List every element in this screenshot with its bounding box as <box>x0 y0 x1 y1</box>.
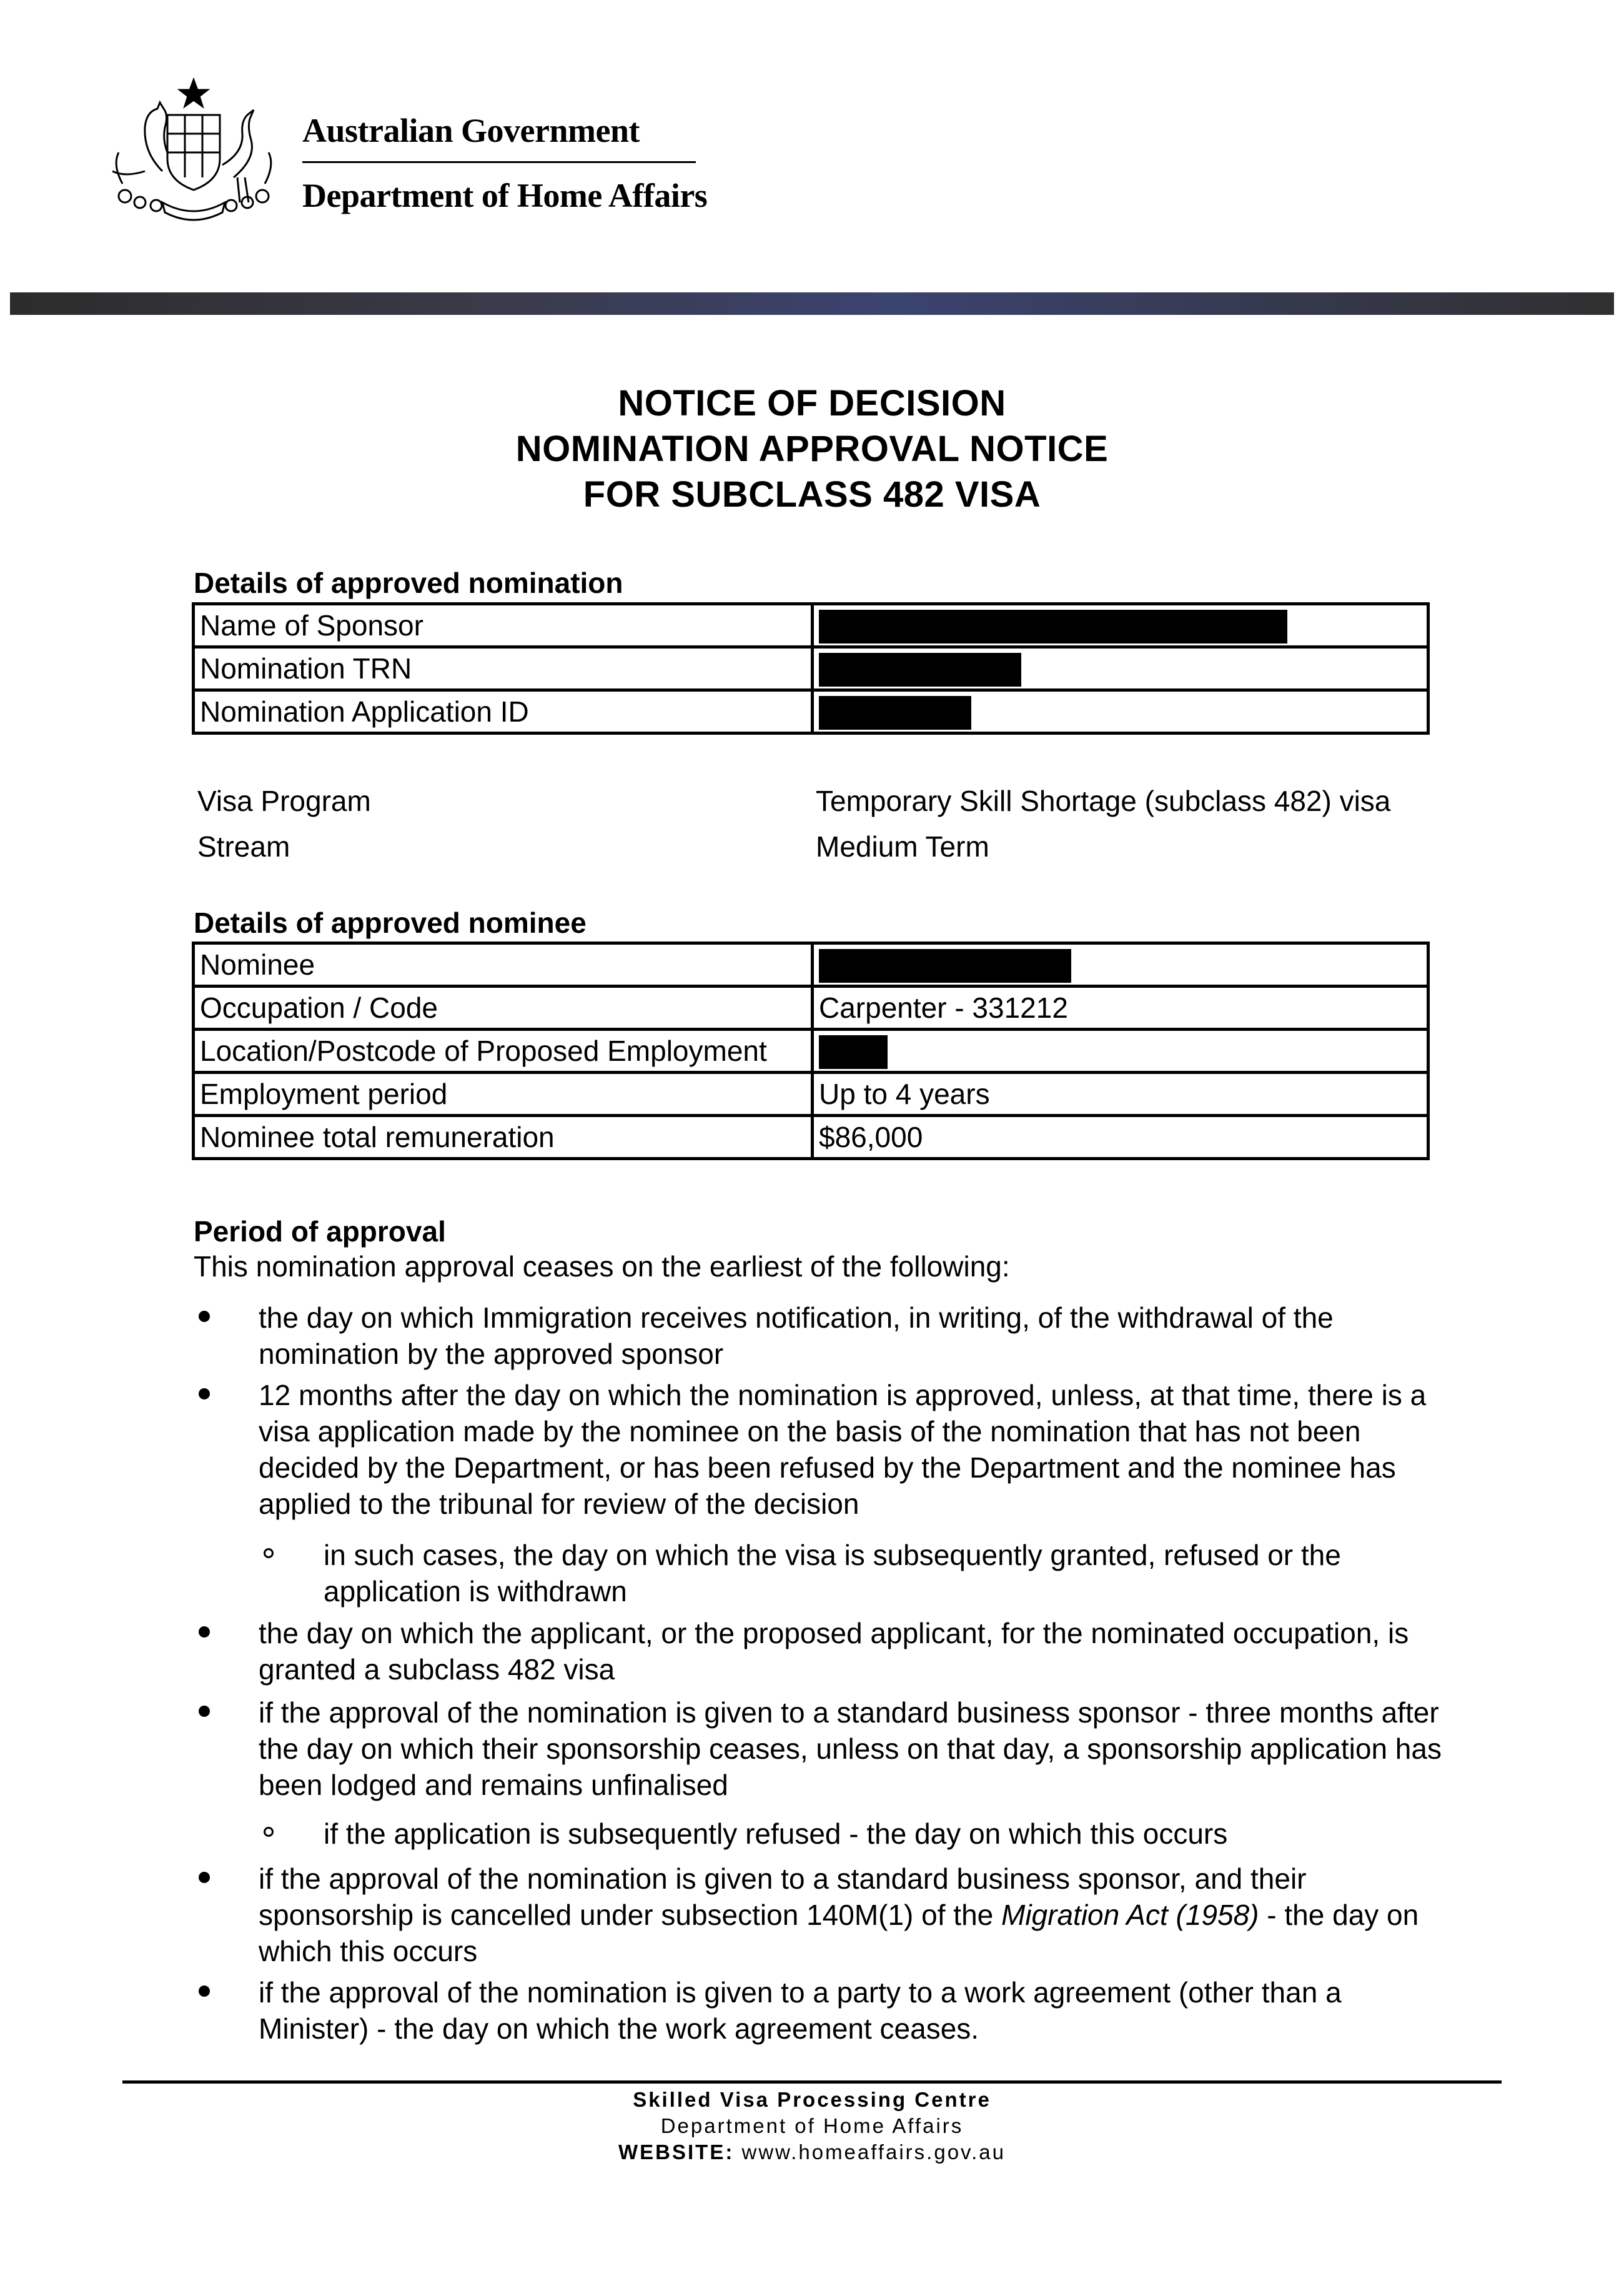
application-id-value <box>813 690 1428 733</box>
table-row <box>194 943 1428 986</box>
footer-divider <box>122 2080 1502 2084</box>
header-divider <box>302 161 696 163</box>
table-row <box>194 986 1428 1030</box>
title-line-2: NOMINATION APPROVAL NOTICE <box>515 429 1109 469</box>
remuneration-label: Nominee total remuneration <box>194 1116 813 1159</box>
nominee-value <box>813 943 1428 986</box>
sub-bullet-icon <box>264 1548 274 1558</box>
list-item-text: if the approval of the nomination is given to a party to a work agreement (other than a Minister) - the day on which the work agreement ceases. <box>259 1976 1342 2045</box>
government-name: Australian Government <box>302 112 640 149</box>
bullet-icon <box>199 1706 210 1717</box>
sponsor-label: Name of Sponsor <box>194 604 813 647</box>
remuneration-value: $86,000 <box>813 1116 1428 1159</box>
occupation-label: Occupation / Code <box>194 986 813 1030</box>
nominee-heading: Details of approved nominee <box>194 907 587 939</box>
list-item-text: in such cases, the day on which the visa is subsequently granted, refused or the application is withdrawn <box>324 1539 1341 1608</box>
list-item-text: if the application is subsequently refused - the day on which this occurs <box>324 1817 1228 1850</box>
list-item-text: the day on which the applicant, or the proposed applicant, for the nominated occupation, is granted a subclass 482 visa <box>259 1617 1409 1686</box>
nominee-table <box>192 942 1430 1160</box>
department-name: Department of Home Affairs <box>302 177 708 214</box>
list-item-text: 12 months after the day on which the nomination is approved, unless, at that time, there is a visa application made by the nominee on the basis of the nomination that has not been decided by the Department, or has been refused by the Department and the nominee has applied to the tribunal for review of the decision <box>259 1379 1427 1520</box>
footer-website <box>0 2140 1624 2164</box>
employment-period-label: Employment period <box>194 1073 813 1116</box>
approval-intro: This nomination approval ceases on the earliest of the following: <box>194 1250 1010 1283</box>
redaction-block <box>819 949 1071 983</box>
visa-program-value: Temporary Skill Shortage (subclass 482) visa <box>816 785 1391 817</box>
list-item-text: if the approval of the nomination is given to a standard business sponsor - three months after the day on which their sponsorship ceases, unless on that day, a sponsorship application has been lodged and remains unfinalised <box>259 1696 1442 1801</box>
bullet-icon <box>199 1626 210 1638</box>
table-row <box>194 1030 1428 1073</box>
application-id-label: Nomination Application ID <box>194 690 813 733</box>
table-row <box>194 647 1428 690</box>
bullet-icon <box>199 1311 210 1322</box>
table-row <box>194 604 1428 647</box>
text-segment: if the approval of the nomination is given to a standard business sponsor, and their sponsorship is cancelled under subsection 140M(1) of the <box>259 1862 1307 1931</box>
header-band <box>10 292 1614 315</box>
website-label: WEBSITE: <box>618 2140 735 2164</box>
table-row <box>194 690 1428 733</box>
visa-program-label: Visa Program <box>197 785 371 817</box>
nominee-label: Nominee <box>194 943 813 986</box>
table-row <box>194 1116 1428 1159</box>
employment-period-value: Up to 4 years <box>813 1073 1428 1116</box>
table-row <box>194 1073 1428 1116</box>
stream-label: Stream <box>197 830 290 863</box>
location-label: Location/Postcode of Proposed Employment <box>194 1030 813 1073</box>
location-value <box>813 1030 1428 1073</box>
text-segment: - the day on which this occurs <box>259 1899 1419 1967</box>
footer-department: Department of Home Affairs <box>660 2114 964 2137</box>
nomination-table <box>192 602 1430 735</box>
bullet-icon <box>199 1388 210 1399</box>
stream-value: Medium Term <box>816 830 989 863</box>
redaction-block <box>819 1035 888 1069</box>
redaction-block <box>819 610 1287 644</box>
sub-bullet-icon <box>264 1827 274 1837</box>
redaction-block <box>819 696 971 730</box>
sponsor-value <box>813 604 1428 647</box>
bullet-icon <box>199 1872 210 1883</box>
redaction-block <box>819 653 1021 687</box>
coat-of-arms-icon <box>100 77 287 221</box>
occupation-value: Carpenter - 331212 <box>813 986 1428 1030</box>
trn-label: Nomination TRN <box>194 647 813 690</box>
list-item-text: the day on which Immigration receives notification, in writing, of the withdrawal of the nomination by the approved sponsor <box>259 1301 1334 1370</box>
title-line-3: FOR SUBCLASS 482 VISA <box>583 474 1041 515</box>
nomination-heading: Details of approved nomination <box>194 567 623 599</box>
footer-centre: Skilled Visa Processing Centre <box>633 2088 991 2111</box>
act-name: Migration Act (1958) <box>1001 1899 1259 1931</box>
website-link[interactable]: www.homeaffairs.gov.au <box>741 2140 1006 2164</box>
title-line-1: NOTICE OF DECISION <box>618 383 1006 424</box>
bullet-icon <box>199 1985 210 1997</box>
approval-heading: Period of approval <box>194 1215 446 1248</box>
trn-value <box>813 647 1428 690</box>
list-item-text <box>259 1861 1445 1969</box>
